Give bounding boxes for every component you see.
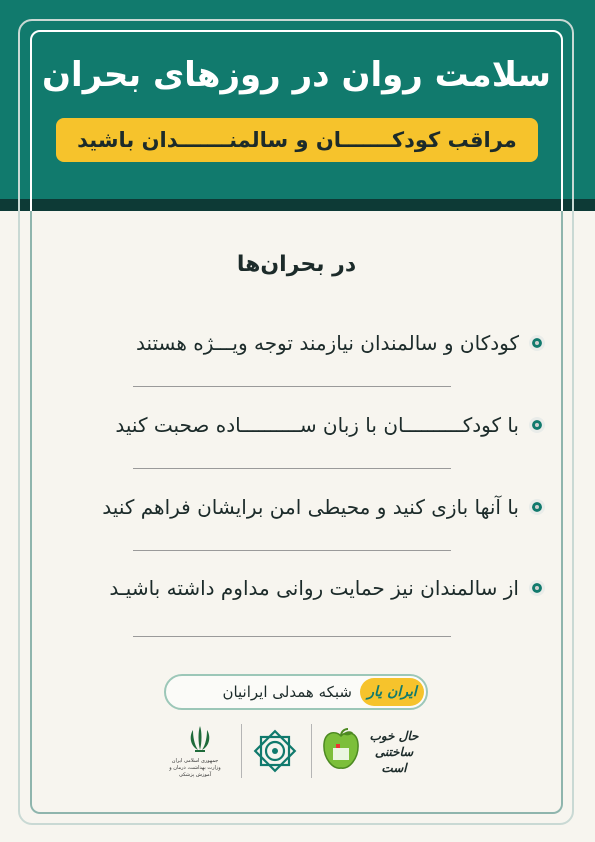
bullet-icon	[529, 499, 545, 515]
sponsor-logos	[165, 720, 427, 782]
bullet-icon	[529, 580, 545, 596]
bullet-text: با کودکــــــــــان با زبان ســــــــــاده صحبت کنید	[115, 413, 519, 437]
list-item	[40, 408, 545, 442]
poster-title: سلامت روان در روزهای بحران	[42, 55, 551, 95]
bullet-icon	[529, 335, 545, 351]
section-title: در بحران‌ها	[236, 252, 357, 277]
logo-divider	[241, 724, 242, 778]
list-item	[40, 571, 545, 605]
divider	[133, 636, 451, 637]
network-name: شبکه همدلی ایرانیان	[222, 683, 352, 701]
header-divider-strip	[0, 199, 595, 211]
divider	[133, 550, 451, 551]
logo-divider	[311, 724, 312, 778]
ministry-logo	[165, 720, 235, 782]
apple-hal-khoob-icon	[321, 728, 361, 772]
list-item	[40, 326, 545, 360]
hal-khoob-logo	[317, 720, 427, 782]
bullet-icon	[529, 417, 545, 433]
hal-khoob-text: حال خوب ساختنی است	[369, 729, 419, 775]
tehran-emblem	[247, 720, 303, 782]
poster-subtitle: مراقب کودکـــــــان و سالمنـــــــدان باشید	[56, 118, 538, 162]
iran-emblem-icon	[185, 724, 215, 754]
tehran-emblem-icon	[249, 725, 301, 777]
network-badge	[164, 674, 428, 710]
bullet-text: کودکان و سالمندان نیازمند توجه ویـــژه هستند	[135, 331, 519, 355]
list-item	[40, 490, 545, 524]
bullet-text: با آنها بازی کنید و محیطی امن برایشان فراهم کنید	[102, 495, 519, 519]
iran-yar-logo: ایران یار	[360, 678, 424, 706]
divider	[133, 386, 451, 387]
divider	[133, 468, 451, 469]
bullet-text: از سالمندان نیز حمایت روانی مداوم داشته باشیـد	[109, 576, 519, 600]
ministry-text: جمهوری اسلامی ایران وزارت بهداشت، درمان و آموزش پزشکی	[169, 758, 221, 778]
